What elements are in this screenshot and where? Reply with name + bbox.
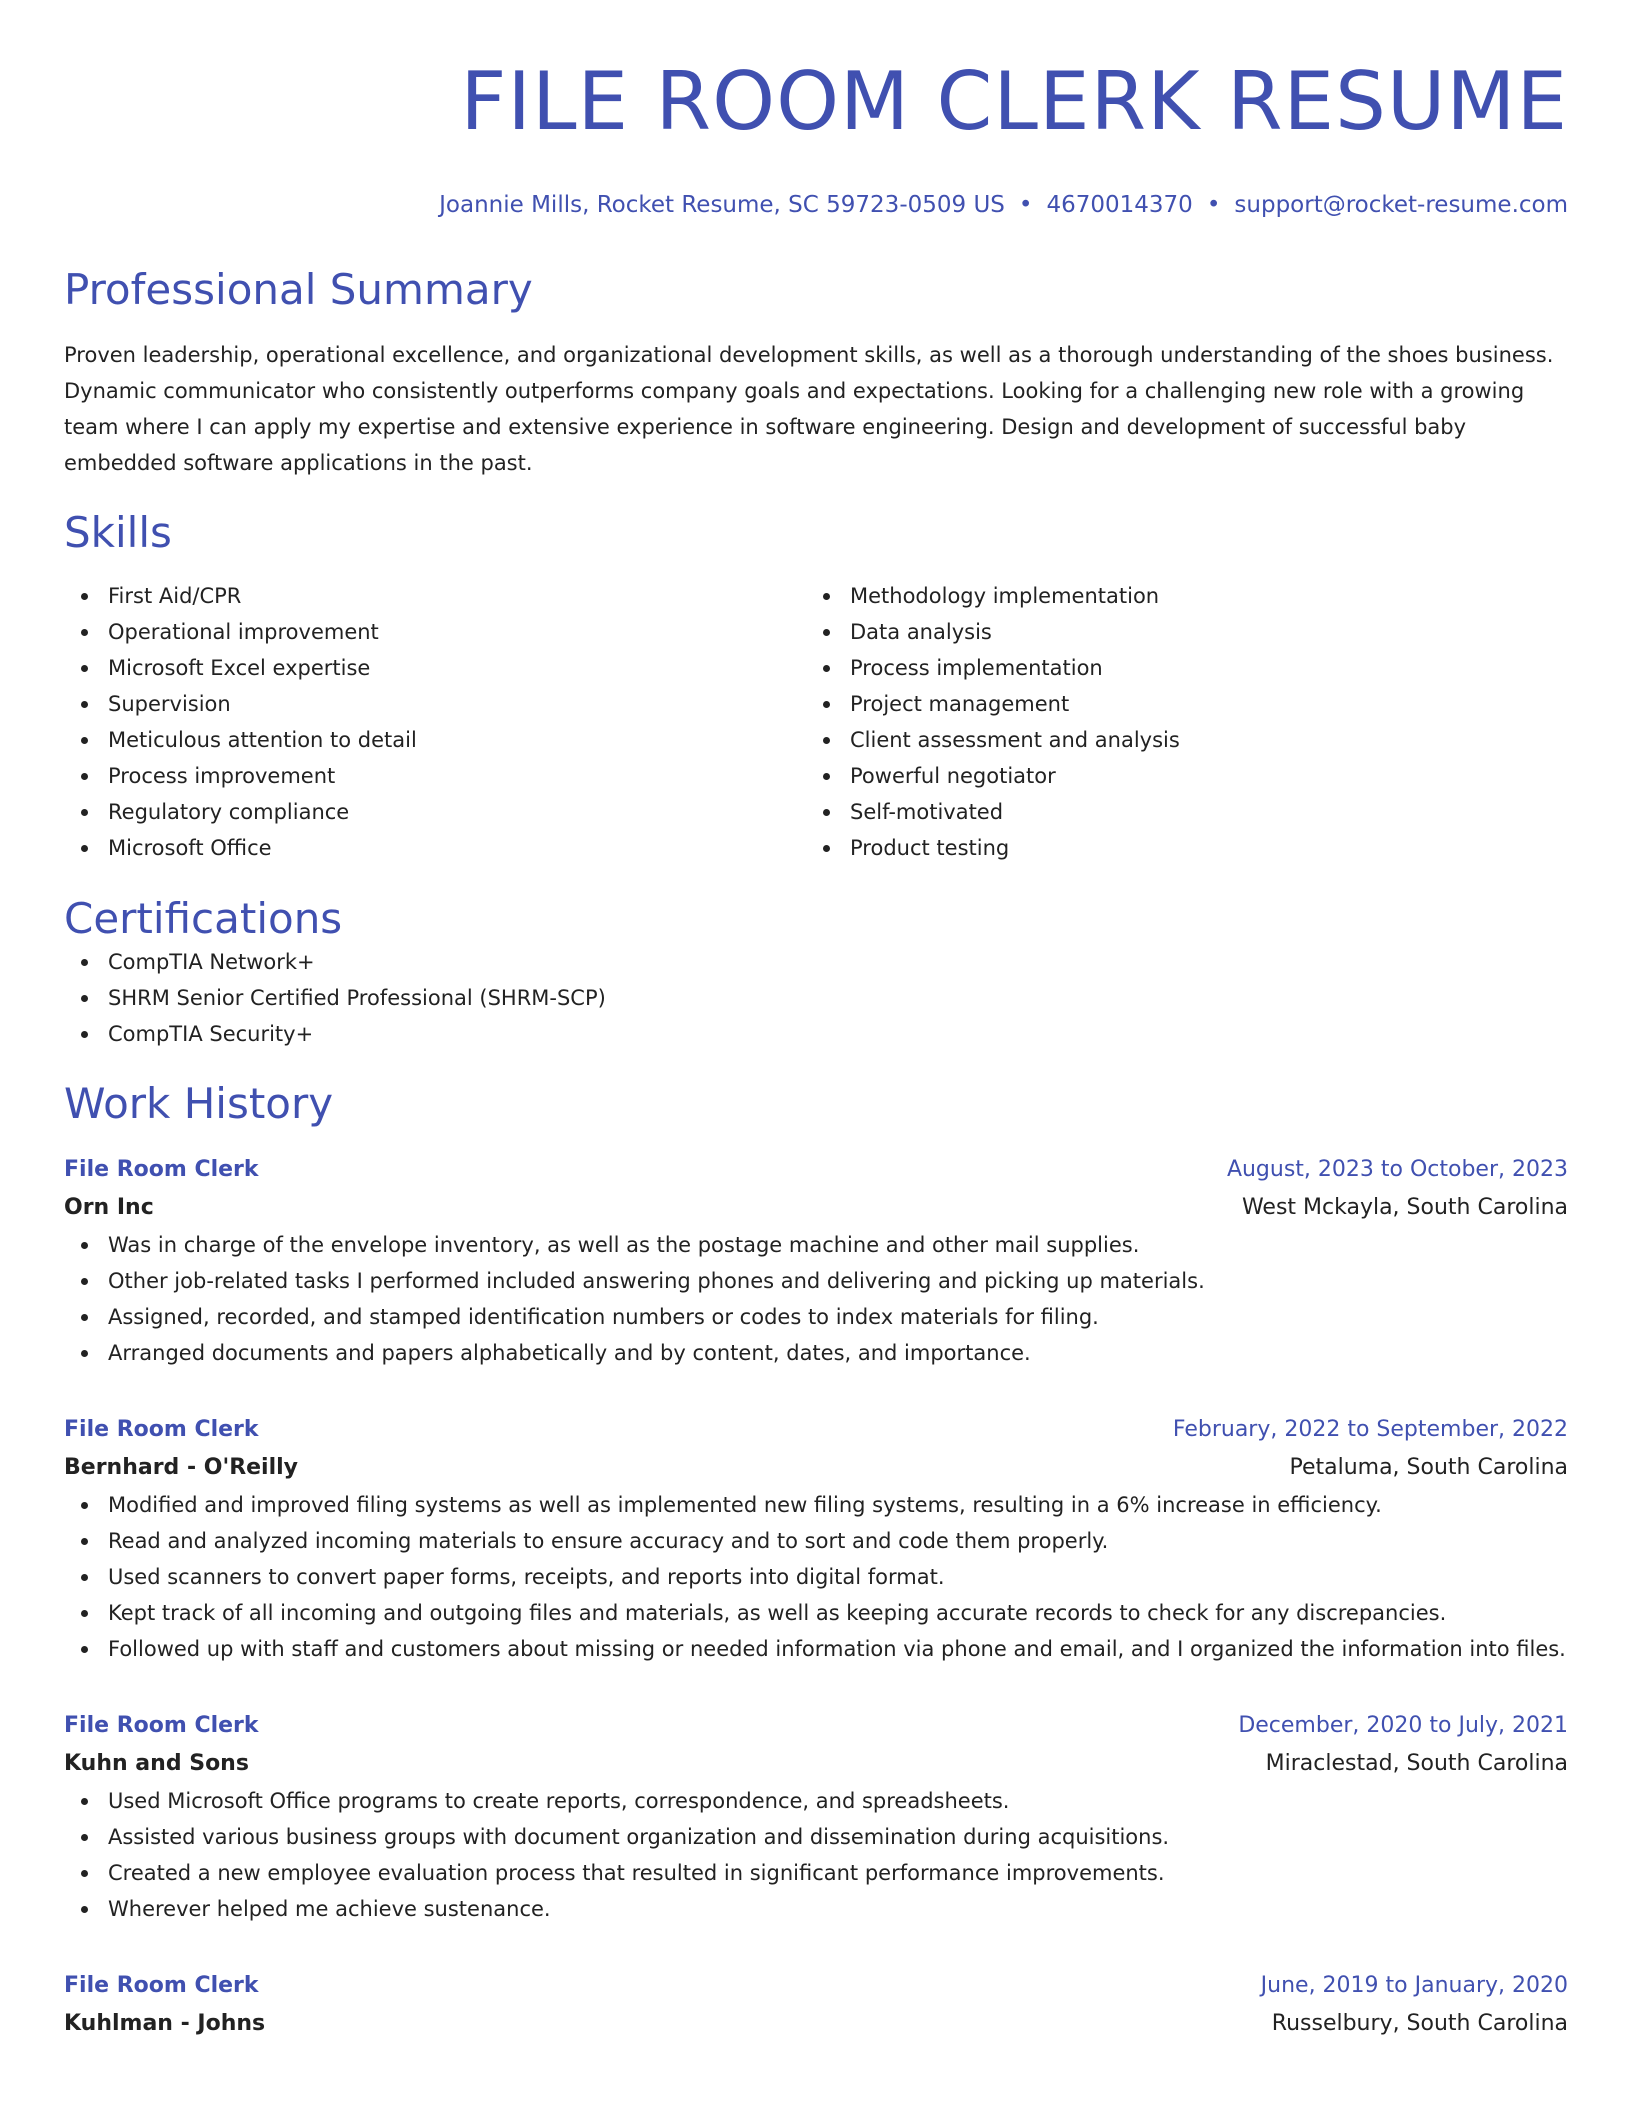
job-employer-row (64, 1189, 1568, 1227)
certifications-heading: Certifications (64, 894, 343, 943)
skill-item: Product testing (806, 830, 1548, 866)
job-dates: June, 2019 to January, 2020 (1260, 1973, 1568, 1998)
job-bullet: Read and analyzed incoming materials to ensure accuracy and to sort and code them properly. (64, 1523, 1568, 1559)
certifications-list (64, 944, 1568, 1052)
job-entry (64, 1967, 1568, 2043)
job-bullet: Was in charge of the envelope inventory, as well as the postage machine and other mail supplies. (64, 1227, 1568, 1263)
skill-item: Data analysis (806, 614, 1548, 650)
job-employer-row (64, 1745, 1568, 1783)
skill-item: Operational improvement (64, 614, 806, 650)
job-bullet: Kept track of all incoming and outgoing files and materials, as well as keeping accurate records to check for any discrepancies. (64, 1595, 1568, 1631)
job-company: Bernhard - O'Reilly (64, 1455, 299, 1480)
job-company: Orn Inc (64, 1195, 154, 1220)
job-employer-row (64, 1449, 1568, 1487)
job-bullet: Modified and improved filing systems as well as implemented new filing systems, resulting in a 6% increase in efficiency. (64, 1487, 1568, 1523)
contact-phone: 4670014370 (1046, 192, 1193, 218)
job-dates: February, 2022 to September, 2022 (1172, 1417, 1568, 1442)
job-title: File Room Clerk (64, 1417, 259, 1442)
job-entry (64, 1151, 1568, 1371)
job-bullet: Arranged documents and papers alphabetically and by content, dates, and importance. (64, 1335, 1568, 1371)
job-dates: December, 2020 to July, 2021 (1238, 1713, 1568, 1738)
job-bullet: Used Microsoft Office programs to create reports, correspondence, and spreadsheets. (64, 1783, 1568, 1819)
job-bullets (64, 1783, 1568, 1927)
job-header-row (64, 1151, 1568, 1189)
job-bullet: Created a new employee evaluation process that resulted in significant performance improvements. (64, 1855, 1568, 1891)
contact-address: Joannie Mills, Rocket Resume, SC 59723-0509 US (439, 192, 1005, 218)
job-header-row (64, 1707, 1568, 1745)
job-bullets (64, 1227, 1568, 1371)
skills-list-right (806, 578, 1548, 866)
job-entry (64, 1411, 1568, 1667)
skills-list-left (64, 578, 806, 866)
job-entry (64, 1707, 1568, 1927)
skill-item: Client assessment and analysis (806, 722, 1548, 758)
job-location: Russelbury, South Carolina (1271, 2011, 1568, 2036)
certification-item: SHRM Senior Certified Professional (SHRM-SCP) (64, 980, 1568, 1016)
skill-item: Meticulous attention to detail (64, 722, 806, 758)
job-location: West Mckayla, South Carolina (1241, 1195, 1568, 1220)
skill-item: Microsoft Office (64, 830, 806, 866)
job-bullet: Wherever helped me achieve sustenance. (64, 1891, 1568, 1927)
job-bullet: Followed up with staff and customers about missing or needed information via phone and email, and I organized the information into files. (64, 1631, 1568, 1667)
job-bullet: Assigned, recorded, and stamped identification numbers or codes to index materials for filing. (64, 1299, 1568, 1335)
job-header-row (64, 1967, 1568, 2005)
skill-item: Project management (806, 686, 1548, 722)
skill-item: Self-motivated (806, 794, 1548, 830)
job-employer-row (64, 2005, 1568, 2043)
skills-column-left (64, 578, 806, 866)
certification-item: CompTIA Network+ (64, 944, 1568, 980)
skills-columns (64, 578, 1568, 866)
skill-item: Regulatory compliance (64, 794, 806, 830)
skill-item: First Aid/CPR (64, 578, 806, 614)
skill-item: Process implementation (806, 650, 1548, 686)
contact-line (64, 190, 1568, 220)
skill-item: Methodology implementation (806, 578, 1548, 614)
job-title: File Room Clerk (64, 1713, 259, 1738)
job-bullets (64, 1487, 1568, 1667)
job-bullet: Assisted various business groups with document organization and dissemination during acquisitions. (64, 1819, 1568, 1855)
job-location: Petaluma, South Carolina (1289, 1455, 1568, 1480)
job-bullet: Other job-related tasks I performed included answering phones and delivering and picking up materials. (64, 1263, 1568, 1299)
job-location: Miraclestad, South Carolina (1265, 1751, 1568, 1776)
skill-item: Powerful negotiator (806, 758, 1548, 794)
summary-text: Proven leadership, operational excellence, and organizational development skills, as well as a thorough understanding of the shoes business. Dynamic communicator who consistently outperforms company goals and expectations. Looking for a challenging new role with a growing team where I can apply my expertise and extensive experience in software engineering. Design and development of successful baby embedded software applications in the past. (64, 343, 1554, 475)
job-title: File Room Clerk (64, 1973, 259, 1998)
job-bullet: Used scanners to convert paper forms, receipts, and reports into digital format. (64, 1559, 1568, 1595)
contact-separator: • (1206, 192, 1221, 218)
resume-title: FILE ROOM CLERK RESUME (460, 55, 1568, 148)
skills-column-right (806, 578, 1548, 866)
job-company: Kuhlman - Johns (64, 2011, 266, 2036)
skills-heading: Skills (64, 508, 172, 557)
certification-item: CompTIA Security+ (64, 1016, 1568, 1052)
summary-heading: Professional Summary (64, 265, 533, 314)
skill-item: Process improvement (64, 758, 806, 794)
job-company: Kuhn and Sons (64, 1751, 249, 1776)
work-history-heading: Work History (64, 1079, 334, 1128)
job-header-row (64, 1411, 1568, 1449)
contact-email: support@rocket-resume.com (1234, 192, 1568, 218)
skill-item: Supervision (64, 686, 806, 722)
contact-separator: • (1018, 192, 1033, 218)
job-title: File Room Clerk (64, 1157, 259, 1182)
skill-item: Microsoft Excel expertise (64, 650, 806, 686)
job-dates: August, 2023 to October, 2023 (1226, 1157, 1568, 1182)
